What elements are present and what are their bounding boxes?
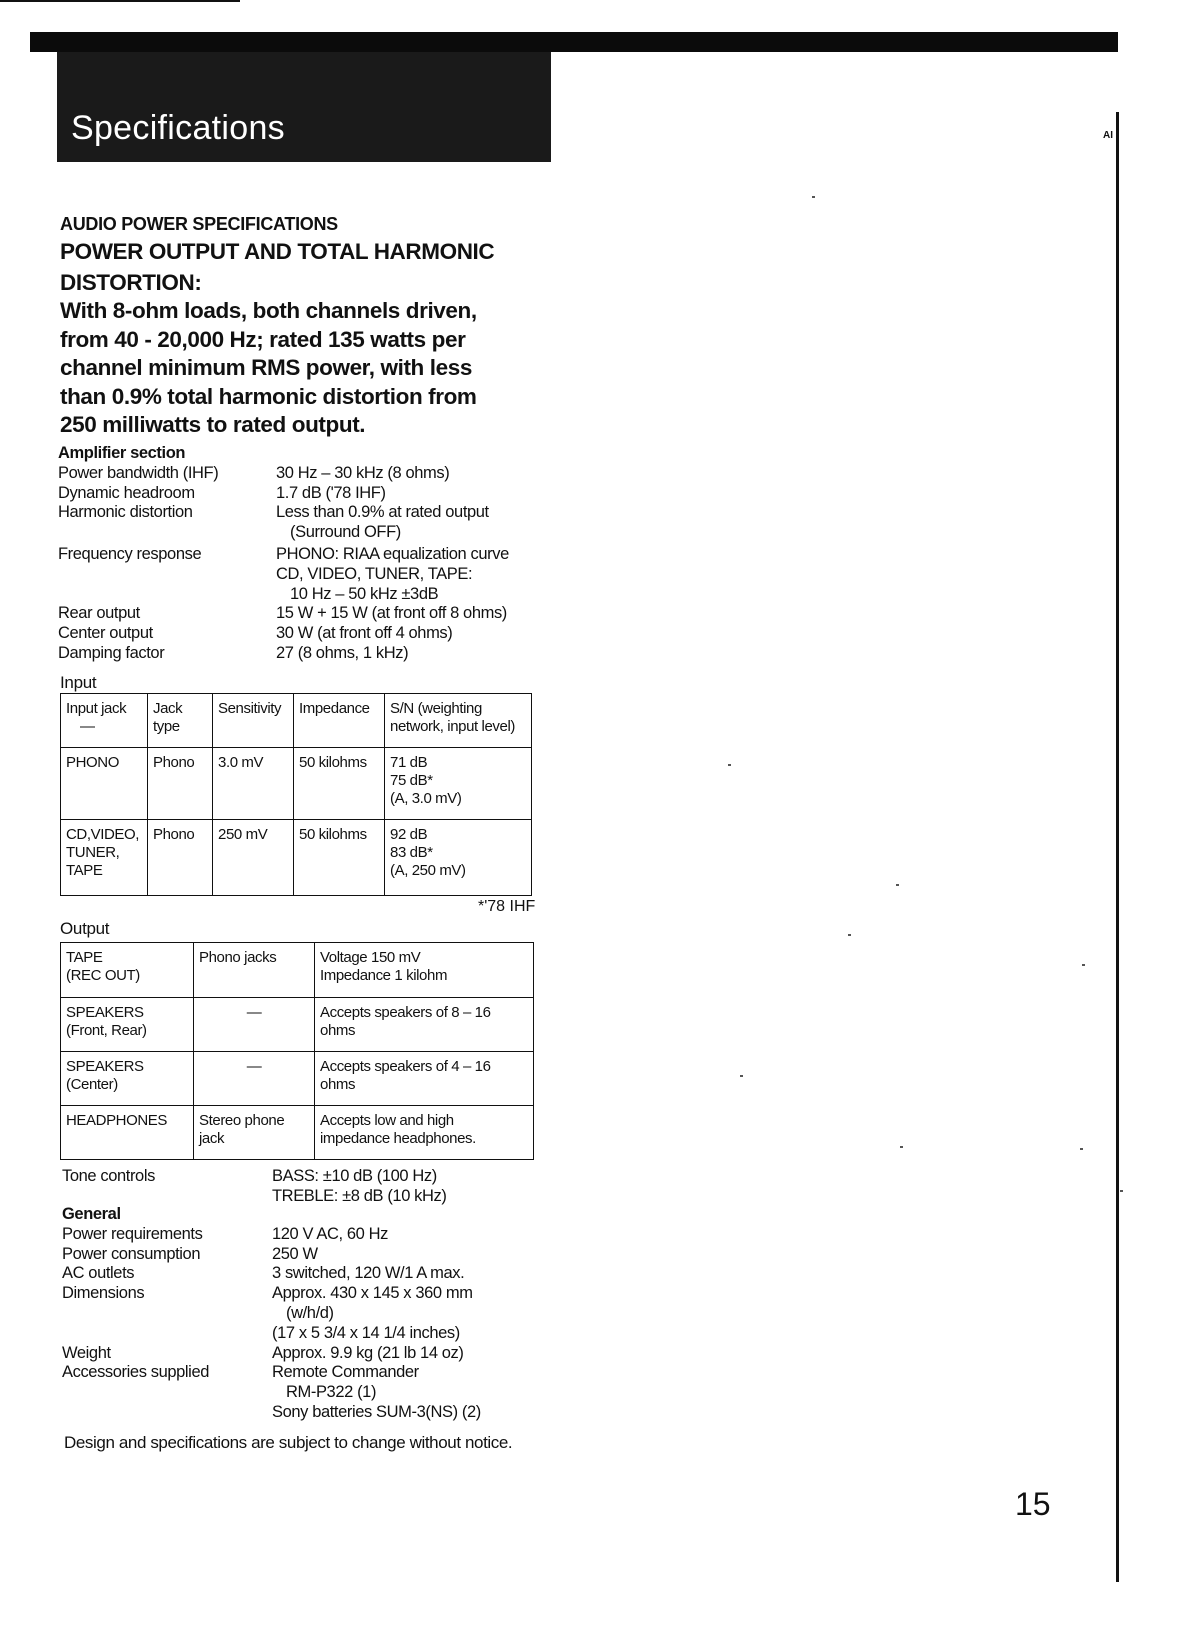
table-cell: — [246,1058,262,1075]
output-label: Output [60,919,110,938]
table-cell: CD,VIDEO, [66,826,140,843]
table-cell: Accepts speakers of 8 – 16 [320,1004,491,1021]
table-cell: ohms [320,1022,356,1039]
top-edge-line [0,0,240,2]
spec-row [58,604,578,624]
scan-speck [896,884,899,886]
spec-key: Center output [58,624,153,643]
spec-value: Less than 0.9% at rated output [276,503,489,522]
table-row [61,998,534,1052]
spec-value: BASS: ±10 dB (100 Hz) [272,1167,437,1185]
table-cell: TAPE [66,949,103,966]
table-row [61,820,532,896]
spec-row [62,1225,582,1245]
spec-value: 120 V AC, 60 Hz [272,1224,388,1243]
right-margin-bar [1116,112,1119,1582]
table-cell: Phono [153,826,195,843]
table-cell: Impedance 1 kilohm [320,967,448,984]
table-cell: SPEAKERS [66,1058,144,1075]
spec-row [62,1264,582,1284]
output-table [60,942,534,1160]
spec-value: Remote Commander [272,1363,419,1382]
scan-speck [740,1075,743,1077]
table-cell: TUNER, [66,844,120,861]
spec-key: Dynamic headroom [58,483,195,502]
spec-key: Dimensions [62,1284,145,1303]
spec-row [58,644,578,664]
spec-value: (17 x 5 3/4 x 14 1/4 inches) [272,1323,460,1342]
spec-row [58,484,578,504]
tone-controls [62,1167,582,1207]
table-cell: PHONO [66,754,120,771]
spec-row [62,1284,582,1343]
input-label: Input [60,673,97,692]
table-cell: ohms [320,1076,356,1093]
table-cell: 71 dB [390,754,428,771]
spec-row [58,624,578,644]
general-section [62,1205,582,1423]
ihf-note: *'78 IHF [478,898,536,915]
spec-value: 250 W [272,1244,318,1263]
table-cell: Accepts speakers of 4 – 16 [320,1058,491,1075]
input-table [60,693,532,896]
column-header: Sensitivity [218,700,282,717]
table-cell: 83 dB* [390,844,433,861]
table-cell: — [246,1004,262,1021]
spec-value: CD, VIDEO, TUNER, TAPE: [276,564,473,583]
table-header-row [61,694,532,748]
table-cell: 250 mV [218,826,268,843]
audio-power-intro [60,214,580,440]
scan-speck [1080,1148,1083,1150]
spec-value: 10 Hz – 50 kHz ±3dB [290,584,439,603]
table-cell: Phono jacks [199,949,277,966]
column-header: S/N (weighting [390,700,482,717]
page-number: 15 [1015,1486,1051,1522]
spec-row [58,545,578,604]
column-header: Input jack [66,700,127,717]
column-header: — [80,718,95,735]
scan-speck [1082,964,1085,966]
table-cell: impedance headphones. [320,1130,476,1147]
intro-statement-line: from 40 - 20,000 Hz; rated 135 watts per [60,326,466,352]
spec-row [58,464,578,484]
scan-speck [900,1146,903,1148]
table-cell: jack [199,1130,225,1147]
table-cell: Voltage 150 mV [320,949,421,966]
spec-row [58,503,578,543]
scan-speck [812,196,815,198]
spec-value: 27 (8 ohms, 1 kHz) [276,643,409,662]
column-header: type [153,718,180,735]
column-header: network, input level) [390,718,515,735]
spec-key: Damping factor [58,643,165,662]
section-banner [57,52,551,162]
general-heading: General [62,1205,121,1223]
spec-key: Rear output [58,604,140,623]
spec-value: RM-P322 (1) [286,1383,377,1402]
page-title: Specifications [71,109,285,147]
spec-key: AC outlets [62,1264,135,1283]
spec-key: Weight [62,1343,111,1362]
amplifier-heading: Amplifier section [58,444,186,462]
spec-key: Power requirements [62,1224,203,1243]
spec-value: Approx. 9.9 kg (21 lb 14 oz) [272,1343,464,1362]
spec-row [62,1245,582,1265]
spec-value: 30 Hz – 30 kHz (8 ohms) [276,463,450,482]
spec-key: Power consumption [62,1244,201,1263]
table-cell: HEADPHONES [66,1112,168,1129]
table-cell: Accepts low and high [320,1112,454,1129]
amplifier-section [58,444,578,664]
table-cell: (Front, Rear) [66,1022,147,1039]
spec-key: Harmonic distortion [58,503,193,522]
table-cell: (REC OUT) [66,967,140,984]
table-row [61,1106,534,1160]
scan-speck [848,934,851,936]
table-row [61,943,534,998]
spec-value: (w/h/d) [286,1303,334,1322]
spec-value: Approx. 430 x 145 x 360 mm [272,1284,473,1303]
spec-value: 30 W (at front off 4 ohms) [276,624,453,643]
corner-mark: AI [1103,130,1113,141]
spec-row [62,1344,582,1364]
column-header: Jack [153,700,183,717]
intro-statement-line: With 8-ohm loads, both channels driven, [60,298,477,323]
table-cell: Phono [153,754,195,771]
intro-statement-line: channel minimum RMS power, with less [60,355,472,380]
spec-value: Sony batteries SUM-3(NS) (2) [272,1402,481,1421]
table-cell: 3.0 mV [218,754,264,771]
spec-key: Frequency response [58,544,202,563]
table-cell: (A, 250 mV) [390,862,466,879]
spec-value: 3 switched, 120 W/1 A max. [272,1264,465,1283]
spec-key: Accessories supplied [62,1363,209,1382]
table-cell: (Center) [66,1076,118,1093]
table-cell: Stereo phone [199,1112,285,1129]
table-cell: SPEAKERS [66,1004,144,1021]
scan-speck [1120,1190,1123,1192]
intro-statement-line: 250 milliwatts to rated output. [60,412,366,437]
table-cell: 50 kilohms [299,826,367,843]
column-header: Impedance [299,700,370,717]
spec-key: Power bandwidth (IHF) [58,463,219,482]
table-cell: 92 dB [390,826,428,843]
table-cell: 75 dB* [390,772,433,789]
table-cell: TAPE [66,862,103,879]
table-cell: (A, 3.0 mV) [390,790,462,807]
spec-key: Tone controls [62,1167,155,1185]
spec-value: 15 W + 15 W (at front off 8 ohms) [276,604,507,623]
intro-statement-line: than 0.9% total harmonic distortion from [60,383,477,409]
intro-subheading-line: DISTORTION: [60,270,202,295]
table-row [61,748,532,820]
scan-speck [728,764,731,766]
intro-subheading-line: POWER OUTPUT AND TOTAL HARMONIC [60,239,495,264]
intro-heading: AUDIO POWER SPECIFICATIONS [60,214,338,234]
table-row [61,1052,534,1106]
table-cell: 50 kilohms [299,754,367,771]
spec-value: (Surround OFF) [290,523,401,542]
spec-value: 1.7 dB ('78 IHF) [276,483,386,502]
header-rule [30,32,1118,52]
disclaimer-note: Design and specifications are subject to change without notice. [64,1433,513,1452]
spec-row [62,1363,582,1422]
spec-value: TREBLE: ±8 dB (10 kHz) [272,1186,447,1205]
spec-value: PHONO: RIAA equalization curve [276,544,509,563]
